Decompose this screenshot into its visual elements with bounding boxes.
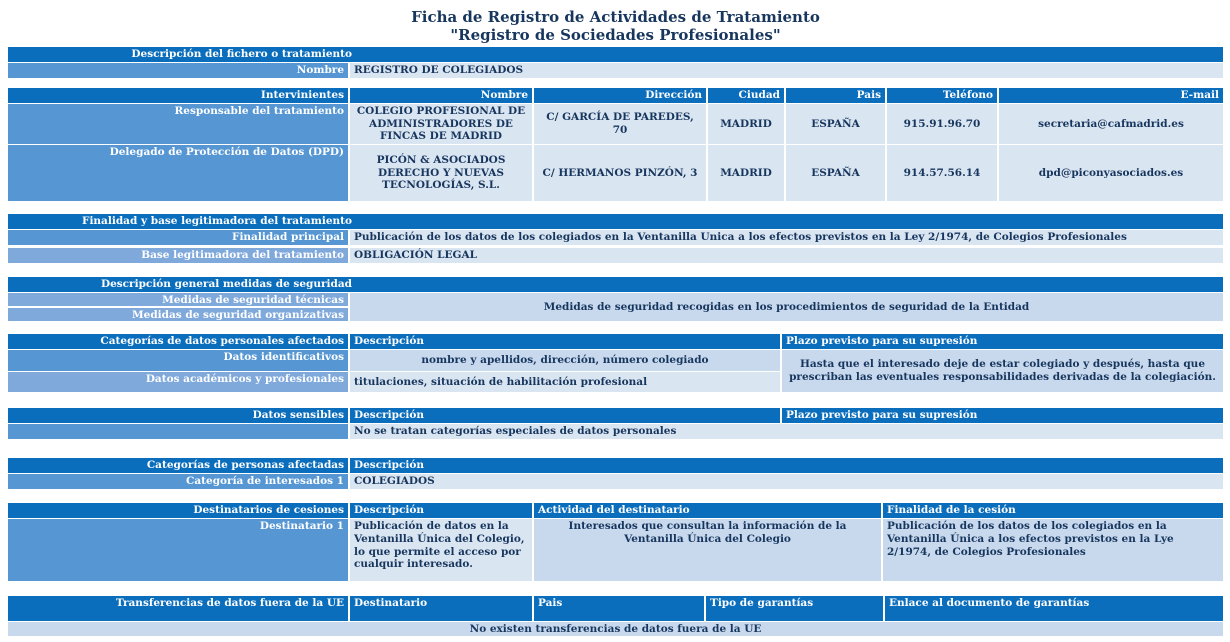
- personas-afectadas-header-row: [8, 458, 1223, 473]
- destinatario-1-actividad: Interesados que consultan la información de la Ventanilla Única del Colegio: [534, 519, 881, 581]
- base-legitimadora-value: OBLIGACIÓN LEGAL: [350, 248, 1223, 263]
- categoria-interesados-row: [8, 474, 1223, 489]
- dpd-ciudad: MADRID: [708, 145, 784, 201]
- datos-identificativos-descripcion: nombre y apellidos, dirección, número colegiado: [350, 350, 780, 371]
- responsable-ciudad: MADRID: [708, 104, 784, 144]
- responsable-nombre: COLEGIO PROFESIONAL DE ADMINISTRADORES DE FINCAS DE MADRID: [350, 104, 532, 144]
- section-transferencias: [8, 596, 1223, 636]
- transferencias-header: Transferencias de datos fuera de la UE: [8, 596, 348, 621]
- intervinientes-header: Intervinientes: [8, 88, 348, 103]
- personas-afectadas-header: Categorías de personas afectadas: [8, 458, 348, 473]
- datos-sensibles-header-row: [8, 408, 1223, 423]
- destinatarios-col-finalidad: Finalidad de la cesión: [883, 503, 1223, 518]
- personas-afectadas-col-descripcion: Descripción: [350, 458, 1223, 473]
- transferencias-value: No existen transferencias de datos fuera de la UE: [8, 622, 1223, 636]
- document-title: [8, 8, 1223, 44]
- dpd-row: [8, 145, 1223, 201]
- intervinientes-header-row: [8, 88, 1223, 103]
- responsable-row: [8, 104, 1223, 144]
- section-personas-afectadas: [8, 458, 1223, 489]
- medidas-value: Medidas de seguridad recogidas en los procedimientos de seguridad de la Entidad: [350, 293, 1223, 321]
- categorias-datos-left: [8, 350, 780, 392]
- destinatarios-col-descripcion: Descripción: [350, 503, 532, 518]
- col-header-ciudad: Ciudad: [708, 88, 784, 103]
- destinatarios-col-actividad: Actividad del destinatario: [534, 503, 881, 518]
- col-header-telefono: Teléfono: [887, 88, 997, 103]
- categorias-datos-col-plazo: Plazo previsto para su supresión: [782, 334, 1223, 349]
- title-line2: "Registro de Sociedades Profesionales": [450, 26, 781, 44]
- transferencias-col-pais: Pais: [534, 596, 704, 621]
- datos-sensibles-col-descripcion: Descripción: [350, 408, 780, 423]
- datos-sensibles-header: Datos sensibles: [8, 408, 348, 423]
- descripcion-fichero-header-bar: [8, 47, 1223, 62]
- categoria-interesados-label: Categoría de interesados 1: [8, 474, 348, 489]
- medidas-body: [8, 293, 1223, 321]
- datos-academicos-row: [8, 372, 780, 392]
- datos-identificativos-label: Datos identificativos: [8, 350, 348, 371]
- finalidad-principal-label: Finalidad principal: [8, 230, 348, 245]
- dpd-label: Delegado de Protección de Datos (DPD): [8, 145, 348, 201]
- col-header-direccion: Dirección: [534, 88, 706, 103]
- categorias-datos-header: Categorías de datos personales afectados: [8, 334, 348, 349]
- finalidad-principal-row: [8, 230, 1223, 245]
- section-datos-sensibles: [8, 408, 1223, 439]
- destinatario-1-descripcion: Publicación de datos en la Ventanilla Única del Colegio, lo que permite el acceso por cualquir interesado.: [350, 519, 532, 581]
- nombre-label: Nombre: [8, 63, 348, 78]
- transferencias-header-row: [8, 596, 1223, 621]
- datos-sensibles-empty-label: [8, 424, 348, 439]
- transferencias-col-enlace: Enlace al documento de garantías: [885, 596, 1223, 621]
- datos-academicos-descripcion: titulaciones, situación de habilitación profesional: [350, 372, 780, 392]
- dpd-pais: ESPAÑA: [786, 145, 885, 201]
- descripcion-fichero-header: Descripción del fichero o tratamiento: [8, 47, 1223, 62]
- datos-sensibles-row: [8, 424, 1223, 439]
- medidas-organizativas-label: Medidas de seguridad organizativas: [8, 308, 348, 321]
- dpd-telefono: 914.57.56.14: [887, 145, 997, 201]
- responsable-direccion: C/ GARCÍA DE PAREDES, 70: [534, 104, 706, 144]
- section-finalidad: [8, 214, 1223, 263]
- base-legitimadora-label: Base legitimadora del tratamiento: [8, 248, 348, 263]
- destinatario-1-label: Destinatario 1: [8, 519, 348, 581]
- dpd-email: dpd@piconyasociados.es: [999, 145, 1223, 201]
- col-header-pais: Pais: [786, 88, 885, 103]
- medidas-tecnicas-label: Medidas de seguridad técnicas: [8, 293, 348, 306]
- categorias-datos-body: [8, 350, 1223, 392]
- medidas-labels: [8, 293, 348, 321]
- nombre-row: [8, 63, 1223, 78]
- dpd-direccion: C/ HERMANOS PINZÓN, 3: [534, 145, 706, 201]
- responsable-telefono: 915.91.96.70: [887, 104, 997, 144]
- transferencias-col-destinatario: Destinatario: [350, 596, 532, 621]
- responsable-pais: ESPAÑA: [786, 104, 885, 144]
- finalidad-header: Finalidad y base legitimadora del tratamiento: [8, 214, 1223, 229]
- col-header-nombre: Nombre: [350, 88, 532, 103]
- section-destinatarios: [8, 503, 1223, 581]
- datos-identificativos-row: [8, 350, 780, 371]
- categoria-interesados-value: COLEGIADOS: [350, 474, 1223, 489]
- medidas-header: Descripción general medidas de seguridad: [8, 277, 1223, 292]
- categorias-datos-col-descripcion: Descripción: [350, 334, 780, 349]
- destinatario-1-finalidad: Publicación de los datos de los colegiados en la Ventanilla Única a los efectos previstos en la Lye 2/1974, de Colegios Profesionales: [883, 519, 1223, 581]
- datos-academicos-label: Datos académicos y profesionales: [8, 372, 348, 392]
- categorias-datos-plazo: Hasta que el interesado deje de estar colegiado y después, hasta que prescriban las eventuales responsabilidades derivadas de la colegiación.: [782, 350, 1223, 392]
- finalidad-principal-value: Publicación de los datos de los colegiados en la Ventanilla Unica a los efectos previstos en la Ley 2/1974, de Colegios Profesionales: [350, 230, 1223, 245]
- finalidad-header-bar: [8, 214, 1223, 229]
- transferencias-row: [8, 622, 1223, 636]
- responsable-email: secretaria@cafmadrid.es: [999, 104, 1223, 144]
- section-descripcion-fichero: [8, 47, 1223, 78]
- base-legitimadora-row: [8, 248, 1223, 263]
- section-intervinientes: [8, 88, 1223, 201]
- destinatarios-header-row: [8, 503, 1223, 518]
- transferencias-col-tipo: Tipo de garantías: [706, 596, 883, 621]
- col-header-email: E-mail: [999, 88, 1223, 103]
- section-medidas-seguridad: [8, 277, 1223, 321]
- categorias-datos-header-row: [8, 334, 1223, 349]
- title-line1: Ficha de Registro de Actividades de Tratamiento: [411, 8, 820, 26]
- destinatarios-header: Destinatarios de cesiones: [8, 503, 348, 518]
- nombre-value: REGISTRO DE COLEGIADOS: [350, 63, 1223, 78]
- responsable-label: Responsable del tratamiento: [8, 104, 348, 144]
- medidas-header-bar: [8, 277, 1223, 292]
- dpd-nombre: PICÓN & ASOCIADOS DERECHO Y NUEVAS TECNOLOGÍAS, S.L.: [350, 145, 532, 201]
- destinatario-1-row: [8, 519, 1223, 581]
- section-categorias-datos: [8, 334, 1223, 392]
- datos-sensibles-value: No se tratan categorías especiales de datos personales: [350, 424, 1223, 439]
- datos-sensibles-col-plazo: Plazo previsto para su supresión: [782, 408, 1223, 423]
